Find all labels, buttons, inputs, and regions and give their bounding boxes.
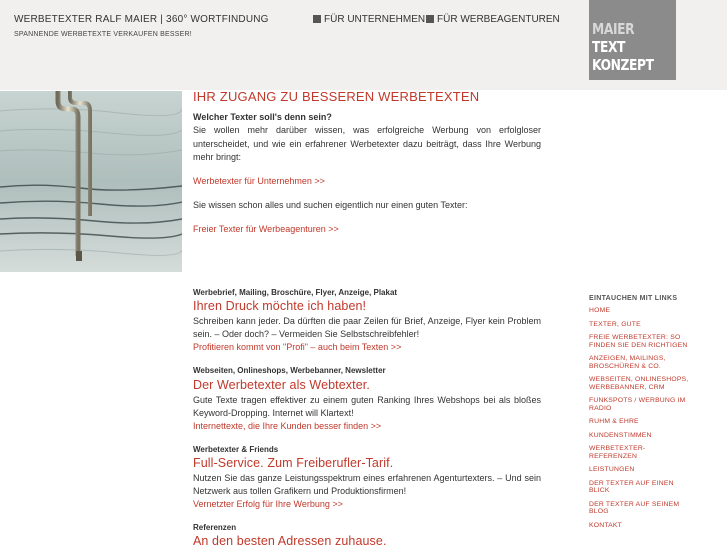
sidebar-item-leistungen[interactable]: LEISTUNGEN (589, 466, 635, 473)
intro-paragraph: Sie wollen mehr darüber wissen, was erfolgreiche Werbung von erfolgloser unterscheidet, und wie ein erfahrener Werbetexter dazu beiträgt, dass Ihre Werbung mehr bringt: (193, 125, 541, 162)
section-label: Werbetexter & Friends (193, 445, 279, 454)
sidebar-item-referenzen[interactable]: WERBETEXTER-REFERENZEN (589, 445, 646, 460)
logo-line: KONZEPT (592, 56, 654, 74)
sidebar-item-kontakt[interactable]: KONTAKT (589, 521, 622, 529)
section-heading: An den besten Adressen zuhause. (193, 534, 387, 548)
sidebar-item-texter-gute[interactable]: TEXTER, GUTE (589, 320, 641, 328)
sidebar-item-kundenstimmen[interactable]: KUNDENSTIMMEN (589, 431, 652, 439)
sidebar-item-home[interactable]: HOME (589, 307, 611, 314)
sidebar-item-auf-einen-blick[interactable]: DER TEXTER AUF EINEN BLICK (589, 479, 674, 494)
intro-title: IHR ZUGANG ZU BESSEREN WERBETEXTEN (193, 89, 480, 104)
section-link[interactable]: Vernetzter Erfolg für Ihre Werbung >> (193, 499, 343, 509)
section-heading: Ihren Druck möchte ich haben! (193, 299, 367, 313)
sidebar-item-funkspots[interactable]: FUNKSPOTS / WERBUNG IM RADIO (589, 397, 686, 412)
sidebar-item-anzeigen[interactable]: ANZEIGEN, MAILINGS, BROSCHÜREN & CO. (589, 355, 666, 370)
pool-ladder-image (0, 91, 182, 272)
logo[interactable] (589, 0, 676, 80)
square-bullet-icon (313, 15, 321, 23)
sidebar-item-blog[interactable]: DER TEXTER AUF SEINEM BLOG (589, 500, 680, 515)
sidebar-menu (589, 304, 689, 532)
nav-fuer-werbeagenturen[interactable] (426, 14, 560, 25)
section-text: Nutzen Sie das ganze Leistungsspektrum eines erfahrenen Agenturtexters. – Und sein Netzwerk aus tollen Grafikern und Produktionsfirmen! (193, 473, 541, 496)
section-text: Schreiben kann jeder. Da dürften die paar Zeilen für Brief, Anzeige, Flyer kein Problem sein. – Oder doch? – Vermeiden Sie Selbstschreibfehler! (193, 316, 541, 339)
sidebar-item-webseiten[interactable]: WEBSEITEN, ONLINESHOPS, WERBEBANNER, CRM (589, 376, 689, 391)
pool-ladder-photo (0, 91, 182, 272)
square-bullet-icon (426, 15, 434, 23)
section-heading: Full-Service. Zum Freiberufler-Tarif. (193, 456, 394, 470)
intro-text-2: Sie wissen schon alles und suchen eigentlich nur einen guten Texter: (193, 200, 468, 210)
section-link[interactable]: Internettexte, die Ihre Kunden besser finden >> (193, 421, 382, 431)
section-heading: Der Werbetexter als Webtexter. (193, 378, 370, 392)
nav-fuer-unternehmen[interactable] (313, 14, 425, 25)
logo-line: MAIER (592, 20, 635, 38)
site-title[interactable]: WERBETEXTER RALF MAIER | 360° WORTFINDUNG (14, 14, 269, 25)
logo-line: TEXT (592, 38, 626, 56)
section-label: Referenzen (193, 523, 237, 532)
link-freier-texter[interactable]: Freier Texter für Werbeagenturen >> (193, 224, 339, 234)
nav-label: FÜR WERBEAGENTUREN (437, 14, 560, 25)
section-label: Webseiten, Onlineshops, Werbebanner, Newsletter (193, 366, 386, 375)
sidebar-item-freie-werbetexter[interactable]: FREIE WERBETEXTER: SO FINDEN SIE DEN RICHTIGEN (589, 334, 688, 349)
link-werbetexter-unternehmen[interactable]: Werbetexter für Unternehmen >> (193, 176, 325, 186)
section-link[interactable]: Profitieren kommt von "Profi" – auch beim Texten >> (193, 342, 402, 352)
sidebar-heading: EINTAUCHEN MIT LINKS (589, 295, 678, 302)
section-text: Gute Texte tragen effektiver zu einem guten Ranking Ihres Webshops bei als bloßes Keyword-Dropping. Internet will Klartext! (193, 395, 541, 418)
header (0, 0, 727, 90)
intro-question: Welcher Texter soll's denn sein? (193, 112, 332, 122)
section-label: Werbebrief, Mailing, Broschüre, Flyer, Anzeige, Plakat (193, 288, 398, 297)
nav-label: FÜR UNTERNEHMEN (324, 14, 426, 25)
sidebar-item-ruhm-ehre[interactable]: RUHM & EHRE (589, 418, 639, 425)
site-tagline: SPANNENDE WERBETEXTE VERKAUFEN BESSER! (14, 31, 192, 38)
